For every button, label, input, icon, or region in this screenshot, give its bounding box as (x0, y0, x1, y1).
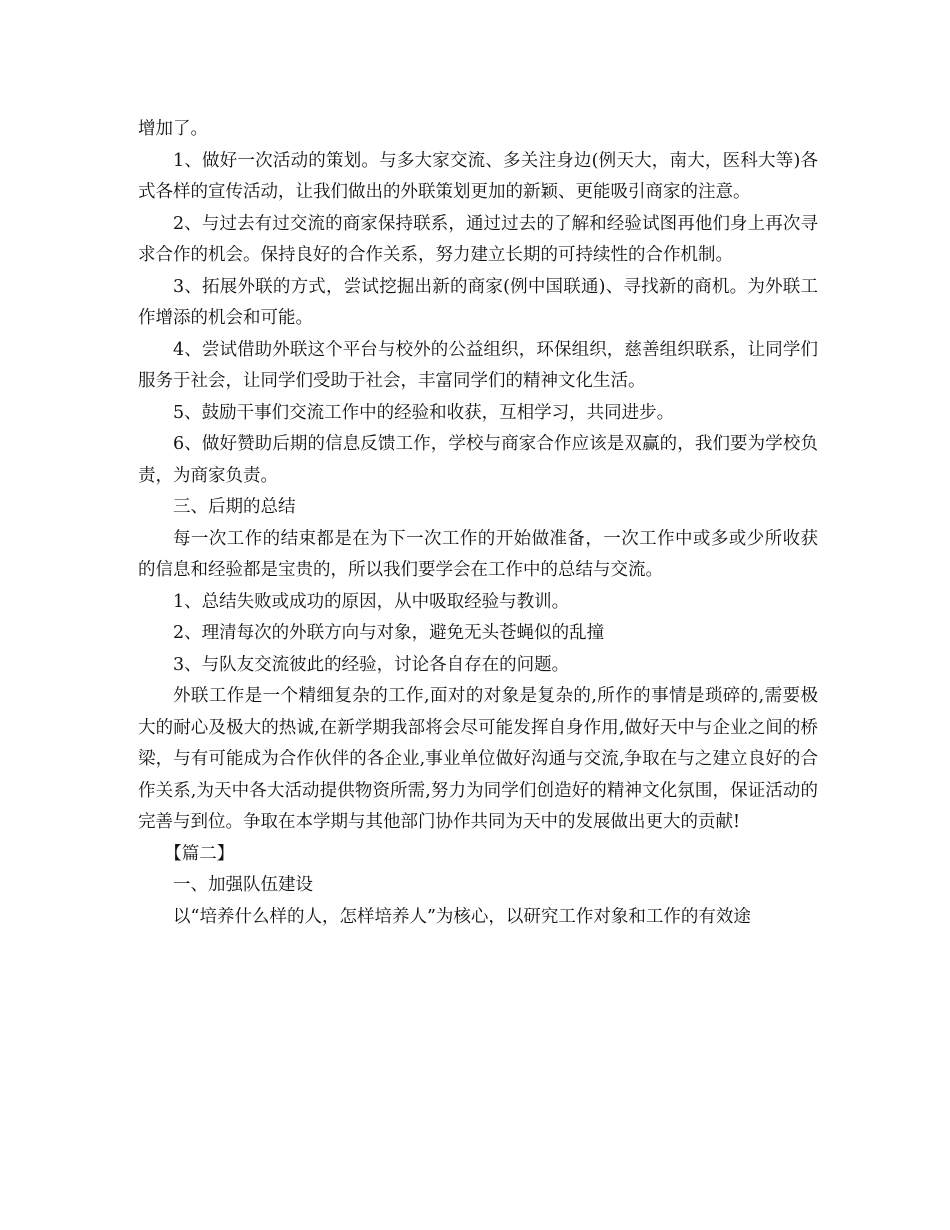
list-item-public-welfare: 4、尝试借助外联这个平台与校外的公益组织，环保组织，慈善组织联系，让同学们服务于社会，让同学们受助于社会，丰富同学们的精神文化生活。 (138, 339, 818, 391)
list-item-encourage-staff: 5、鼓励干事们交流工作中的经验和收获，互相学习，共同进步。 (173, 402, 675, 423)
list-item-planning: 1、做好一次活动的策划。与多大家交流、多关注身边(例天大，南大，医科大等)各式各样的宣传活动，让我们做出的外联策划更加的新颖、更能吸引商家的注意。 (138, 150, 818, 202)
list-item-contact-merchants: 2、与过去有过交流的商家保持联系，通过过去的了解和经验试图再他们身上再次寻求合作的机会。保持良好的合作关系，努力建立长期的可持续性的合作机制。 (138, 213, 818, 265)
text-paragraph-conclusion: 外联工作是一个精细复杂的工作,面对的对象是复杂的,所作的事情是琐碎的,需要极大的耐心及极大的热诚,在新学期我部将会尽可能发挥自身作用,做好天中与企业之间的桥梁，与有可能成为合作伙伴的各企业,事业单位做好沟通与交流,争取在与之建立良好的合作关系,为天中各大活动提供物资所需,努力为同学们创造好的精神文化氛围，保证活动的完善与到位。争取在本学期与其他部门协作共同为天中的发展做出更大的贡献! (138, 686, 818, 832)
list-item-share-experience: 3、与队友交流彼此的经验，讨论各自存在的问题。 (173, 654, 570, 675)
text-paragraph: 每一次工作的结束都是在为下一次工作的开始做准备，一次工作中或多或少所收获的信息和经验都是宝贵的，所以我们要学会在工作中的总结与交流。 (138, 528, 818, 580)
text-paragraph: 增加了。 (138, 119, 208, 139)
list-item-feedback: 6、做好赞助后期的信息反馈工作，学校与商家合作应该是双赢的，我们要为学校负责，为商家负责。 (138, 434, 818, 486)
list-item-expand-methods: 3、拓展外联的方式，尝试挖掘出新的商家(例中国联通)、寻找新的商机。为外联工作增添的机会和可能。 (138, 276, 818, 328)
list-item-direction: 2、理清每次的外联方向与对象，避免无头苍蝇似的乱撞 (173, 623, 605, 643)
section-heading-summary: 三、后期的总结 (173, 497, 296, 517)
text-paragraph: 以“培养什么样的人，怎样培养人”为核心，以研究工作对象和工作的有效途 (173, 906, 751, 927)
chapter-tag: 【篇二】 (164, 843, 235, 864)
document-body (138, 114, 818, 933)
list-item-summarize: 1、总结失败或成功的原因，从中吸取经验与教训。 (173, 591, 570, 612)
section-heading-team: 一、加强队伍建设 (173, 875, 313, 895)
